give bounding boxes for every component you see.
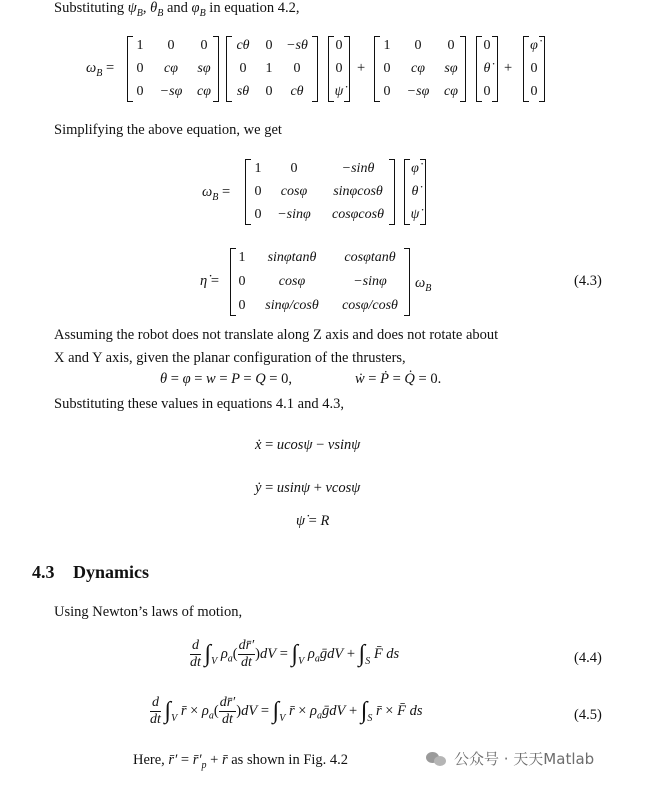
wechat-icon	[426, 750, 448, 766]
paragraph-assuming-line1: Assuming the robot does not translate along Z axis and does not rotate about	[54, 327, 499, 343]
equation-constraints-1: θ = φ = w = P = Q = 0,	[160, 371, 292, 387]
plus-sign: +	[504, 60, 513, 76]
matrix-rot-phi-2: 1 0 0 0 cφ sφ 0 −sφ cφ	[374, 36, 466, 102]
equation-number-4-4: (4.4)	[574, 650, 602, 666]
equation-number-4-5: (4.5)	[574, 707, 602, 723]
matrix-rot-theta: cθ 0 −sθ 0 1 0 sθ 0 cθ	[226, 36, 318, 102]
plus-sign: +	[357, 60, 366, 76]
equation-omega-simplified-lhs: $\omega_B$ =	[202, 184, 231, 203]
matrix-rot-phi-1: 1 0 0 0 cφ sφ 0 −sφ cφ	[127, 36, 219, 102]
paragraph-newton: Using Newton’s laws of motion,	[54, 604, 243, 620]
section-number: 4.3	[32, 562, 55, 582]
watermark	[426, 748, 594, 769]
watermark-text: 公众号 · 天天Matlab	[454, 750, 595, 768]
equation-4-5: $\frac{d}{dt}$ $\int_V$ r̄ × $\rho_a$( $\frac{dr̄'}{dt}$ )$dV = \int_V$ r̄ × $\rho_aḡdV + \int_S$ r̄ × F̄ ds	[150, 695, 423, 727]
vector-theta-dot: 0 θ̇ 0	[476, 36, 498, 102]
paragraph-substituting-values: Substituting these values in equations 4.1 and 4.3,	[54, 396, 344, 412]
equation-constraints-2: ẇ = Ṗ = Q̇ = 0.	[355, 371, 442, 387]
vector-phi-dot: φ̇ 0 0	[523, 36, 545, 102]
equation-eta-dot-rhs: $\omega_B$	[415, 275, 432, 294]
paragraph-assuming-line2: X and Y axis, given the planar configuration of the thrusters,	[54, 350, 406, 366]
equation-eta-dot-lhs: η̇ =	[200, 273, 220, 289]
paragraph-simplifying: Simplifying the above equation, we get	[54, 122, 282, 138]
equation-y-dot: ẏ = usinψ + vcosψ	[255, 480, 361, 496]
equation-number-4-3: (4.3)	[574, 273, 602, 289]
vector-psi-dot: 0 0 ψ̇	[328, 36, 350, 102]
section-heading	[32, 562, 149, 583]
paragraph-here: Here, r̄′ = $r̄'_p$ + r̄ as shown in Fig. 4.2	[133, 752, 349, 771]
section-title: Dynamics	[73, 562, 149, 582]
matrix-eta-transform: 1 sinφtanθ cosφtanθ 0 cosφ −sinφ 0 sinφ/cosθ cosφ/cosθ	[230, 248, 410, 316]
equation-psi-dot: ψ̇ = R	[296, 513, 330, 529]
equation-omega-expanded-lhs: $\omega_B$ =	[86, 60, 115, 79]
equation-4-4: $\frac{d}{dt}$ $\int_V$ $\rho_a$( $\frac{dr̄'}{dt}$ )$dV = \int_V$ $\rho_aḡdV + \int_S$ F̄ ds	[190, 638, 400, 670]
paragraph-substituting: Substituting $\psi_B$, $\theta_B$ and $\varphi_B$ in equation 4.2,	[54, 0, 300, 19]
vector-euler-rates: φ̇ θ̇ ψ̇	[404, 159, 426, 225]
equation-x-dot: ẋ = ucosψ − vsinψ	[255, 437, 361, 453]
matrix-omega-transform: 1 0 −sinθ 0 cosφ sinφcosθ 0 −sinφ cosφcosθ	[245, 159, 395, 225]
